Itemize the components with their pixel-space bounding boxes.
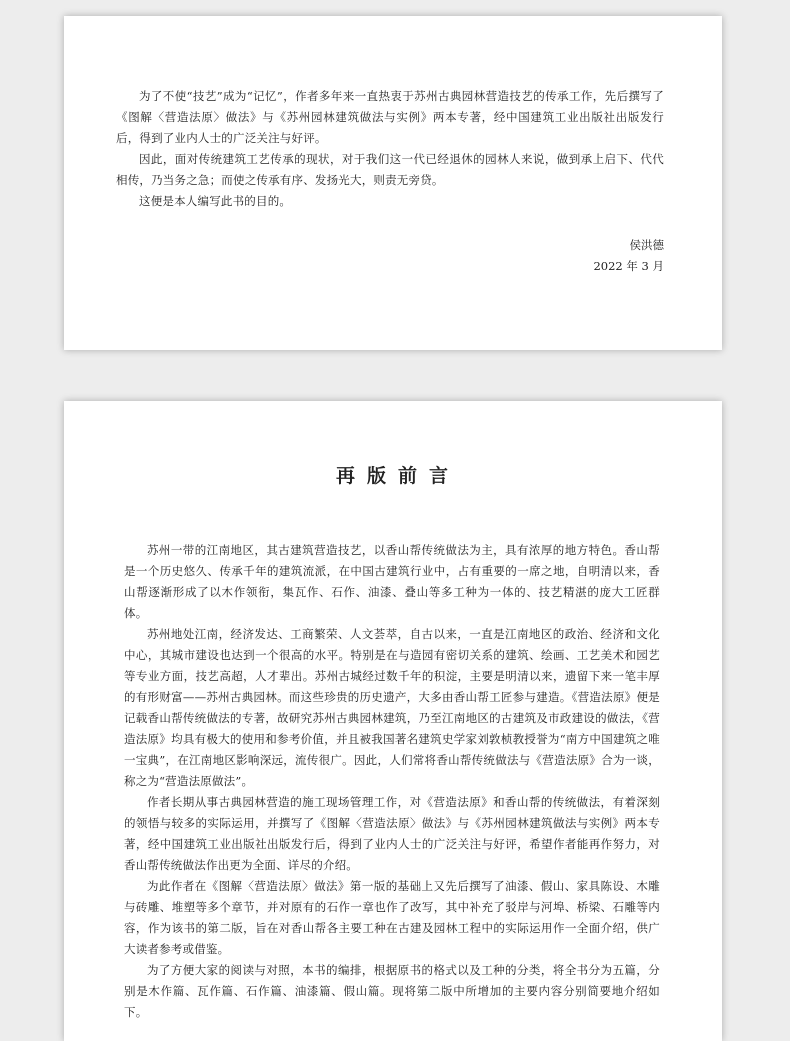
paragraph: 为此作者在《图解〈营造法原〉做法》第一版的基础上又先后撰写了油漆、假山、家具陈设、木雕与砖雕、堆塑等多个章节，并对原有的石作一章也作了改写，其中补充了驳岸与河埠、桥梁、石雕等内容，作为该书的第二版，旨在对香山帮各主要工种在古建及园林工程中的实际运用作一全面介绍，供广大读者参考或借鉴。 [124, 879, 660, 956]
paragraph: 苏州一带的江南地区，其古建筑营造技艺，以香山帮传统做法为主，具有浓厚的地方特色。香山帮是一个历史悠久、传承千年的建筑流派，在中国古建筑行业中，占有重要的一席之地，自明清以来，香山帮逐渐形成了以木作领衔，集瓦作、石作、油漆、叠山等多工种为一体的、技艺精湛的庞大工匠群体。 [124, 543, 660, 620]
paragraph: 因此，面对传统建筑工艺传承的现状，对于我们这一代已经退休的园林人来说，做到承上启下、代代相传，乃当务之急；而使之传承有序、发扬光大，则责无旁贷。 [116, 152, 664, 187]
page-title: 再版前言 [335, 465, 460, 487]
paragraph: 作者长期从事古典园林营造的施工现场管理工作，对《营造法原》和香山帮的传统做法，有着深刻的领悟与较多的实际运用，并撰写了《图解〈营造法原〉做法》与《苏州园林建筑做法与实例》两本专著，经中国建筑工业出版社出版发行后，得到了业内人士的广泛关注与好评，希望作者能再作努力，对香山帮传统做法作出更为全面、详尽的介绍。 [124, 795, 660, 872]
paragraph: 苏州地处江南，经济发达、工商繁荣、人文荟萃，自古以来，一直是江南地区的政治、经济和文化中心，其城市建设也达到一个很高的水平。特别是在与造园有密切关系的建筑、绘画、工艺美术和园艺等专业方面，技艺高超，人才辈出。苏州古城经过数千年的积淀，主要是明清以来，遗留下来一笔丰厚的有形财富——苏州古典园林。而这些珍贵的历史遗产，大多由香山帮工匠参与建造。《营造法原》便是记载香山帮传统做法的专著，故研究苏州古典园林建筑，乃至江南地区的古建筑及市政建设的做法，《营造法原》均具有极大的使用和参考价值，并且被我国著名建筑史学家刘敦桢教授誉为“南方中国建筑之唯一宝典”，在江南地区影响深远，流传很广。因此，人们常将香山帮传统做法与《营造法原》合为一谈，称之为“营造法原做法”。 [124, 627, 660, 788]
author-signature: 侯洪德 [629, 238, 664, 252]
document-page-1 [64, 16, 722, 350]
signature-date: 2022 年 3 月 [593, 259, 664, 273]
paragraph: 为了不使“技艺”成为“记忆”，作者多年来一直热衷于苏州古典园林营造技艺的传承工作，先后撰写了《图解〈营造法原〉做法》与《苏州园林建筑做法与实例》两本专著，经中国建筑工业出版社出版发行后，得到了业内人士的广泛关注与好评。 [116, 89, 664, 145]
document-page-2 [64, 401, 722, 1041]
paragraph: 这便是本人编写此书的目的。 [139, 194, 292, 208]
paragraph: 为了方便大家的阅读与对照，本书的编排，根据原书的格式以及工种的分类，将全书分为五篇，分别是木作篇、瓦作篇、石作篇、油漆篇、假山篇。现将第二版中所增加的主要内容分别简要地介绍如下。 [124, 963, 660, 1019]
